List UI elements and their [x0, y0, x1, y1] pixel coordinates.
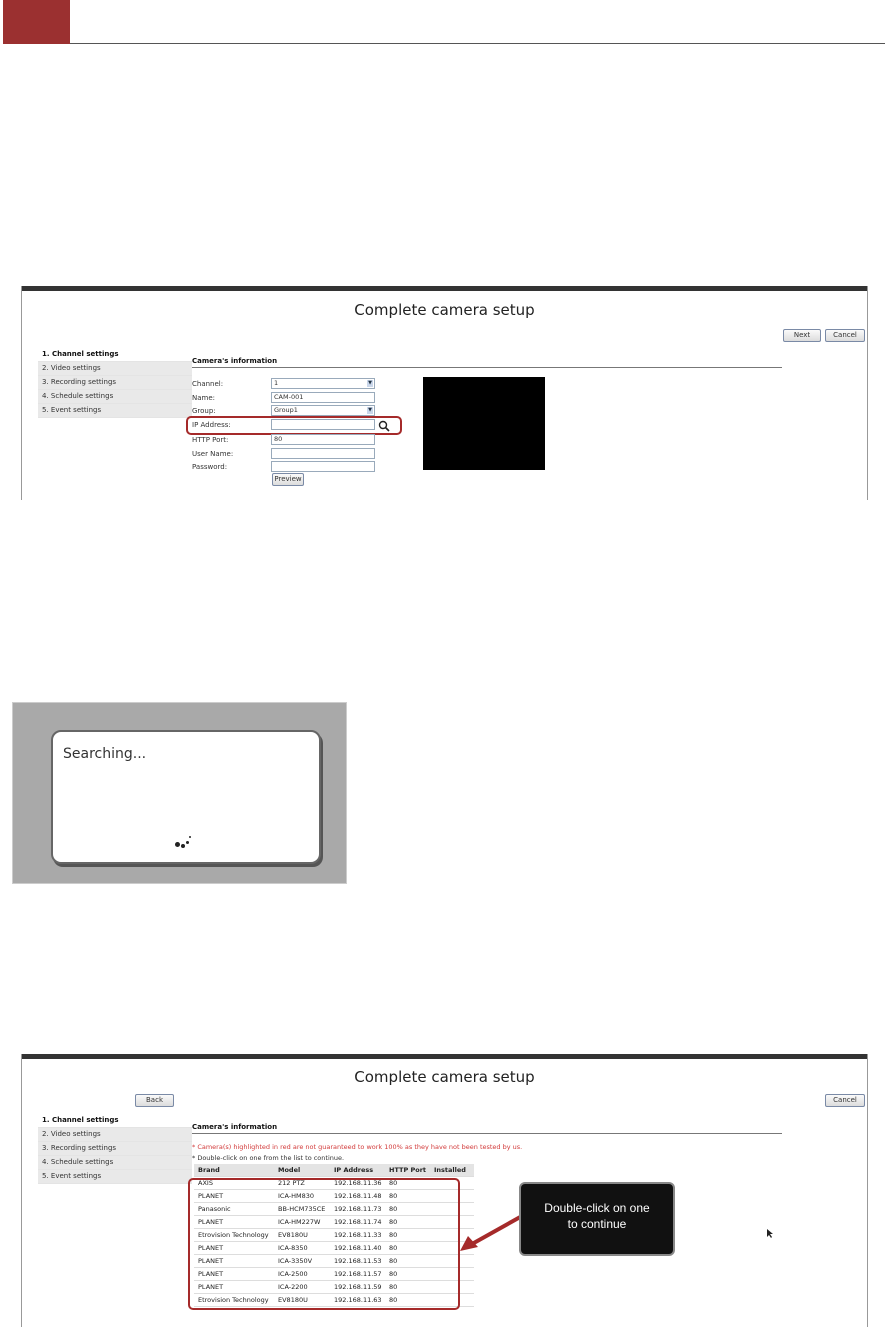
window-topbar — [22, 1054, 867, 1059]
cell-model: ICA-2500 — [278, 1270, 308, 1278]
sidebar-item-channel[interactable]: 1. Channel settings — [38, 348, 192, 362]
ip-address-label: IP Address: — [192, 421, 231, 429]
cell-http-port: 80 — [389, 1270, 398, 1278]
cell-ip-address: 192.168.11.73 — [334, 1205, 382, 1213]
sidebar-item-event[interactable]: 5. Event settings — [38, 1170, 192, 1184]
cell-ip-address: 192.168.11.57 — [334, 1270, 382, 1278]
callout-line-1: Double-click on one — [544, 1201, 650, 1215]
searching-text: Searching... — [63, 746, 147, 762]
cell-brand: Etrovision Technology — [198, 1296, 269, 1304]
cell-http-port: 80 — [389, 1179, 398, 1187]
page-header-rule — [70, 43, 885, 44]
pointer-arrow — [458, 1214, 524, 1254]
cell-brand: PLANET — [198, 1218, 224, 1226]
col-http-port: HTTP Port — [389, 1166, 427, 1174]
cell-model: ICA-8350 — [278, 1244, 308, 1252]
channel-value: 1 — [274, 379, 279, 387]
col-model: Model — [278, 1166, 301, 1174]
instruction-text: * Double-click on one from the list to continue. — [192, 1154, 345, 1162]
password-label: Password: — [192, 463, 228, 471]
col-brand: Brand — [198, 1166, 220, 1174]
section-rule — [192, 1133, 782, 1134]
instruction-callout — [519, 1182, 675, 1256]
camera-setup-screen-1 — [21, 286, 868, 500]
sidebar-item-recording[interactable]: 3. Recording settings — [38, 1142, 192, 1156]
next-button[interactable]: Next — [783, 329, 821, 342]
video-preview — [423, 377, 545, 470]
cell-model: EV8180U — [278, 1296, 308, 1304]
group-label: Group: — [192, 407, 216, 415]
cell-ip-address: 192.168.11.33 — [334, 1231, 382, 1239]
name-field[interactable]: CAM-001 — [271, 392, 375, 403]
cell-brand: Etrovision Technology — [198, 1231, 269, 1239]
page-title: Complete camera setup — [354, 301, 535, 319]
cell-brand: PLANET — [198, 1270, 224, 1278]
cell-ip-address: 192.168.11.74 — [334, 1218, 382, 1226]
channel-label: Channel: — [192, 380, 224, 388]
col-ip-address: IP Address — [334, 1166, 374, 1174]
cell-http-port: 80 — [389, 1296, 398, 1304]
user-name-label: User Name: — [192, 450, 234, 458]
cell-model: EV8180U — [278, 1231, 308, 1239]
ip-address-field[interactable] — [271, 419, 375, 430]
col-installed: Installed — [434, 1166, 466, 1174]
cell-http-port: 80 — [389, 1218, 398, 1226]
table-header — [194, 1164, 474, 1177]
group-select[interactable] — [271, 405, 375, 416]
settings-sidebar — [38, 1114, 192, 1184]
mouse-cursor-icon — [767, 1229, 774, 1238]
camera-list-highlight — [188, 1178, 460, 1310]
cell-brand: PLANET — [198, 1244, 224, 1252]
cell-model: ICA-HM830 — [278, 1192, 315, 1200]
cell-ip-address: 192.168.11.40 — [334, 1244, 382, 1252]
cancel-button[interactable]: Cancel — [825, 1094, 865, 1107]
sidebar-item-video[interactable]: 2. Video settings — [38, 1128, 192, 1142]
user-name-field[interactable] — [271, 448, 375, 459]
cell-model: BB-HCM735CE — [278, 1205, 326, 1213]
back-button[interactable]: Back — [135, 1094, 174, 1107]
sidebar-item-recording[interactable]: 3. Recording settings — [38, 376, 192, 390]
section-rule — [192, 367, 782, 368]
sidebar-item-event[interactable]: 5. Event settings — [38, 404, 192, 418]
cell-ip-address: 192.168.11.48 — [334, 1192, 382, 1200]
chevron-down-icon: ▼ — [368, 380, 372, 386]
cell-http-port: 80 — [389, 1244, 398, 1252]
cell-model: ICA-2200 — [278, 1283, 308, 1291]
sidebar-item-channel[interactable]: 1. Channel settings — [38, 1114, 192, 1128]
name-label: Name: — [192, 394, 216, 402]
cell-brand: PLANET — [198, 1283, 224, 1291]
untested-warning: * Camera(s) highlighted in red are not guaranteed to work 100% as they have not been tested by us. — [192, 1143, 523, 1151]
cell-brand: AXIS — [198, 1179, 213, 1187]
chevron-down-icon: ▼ — [368, 407, 372, 413]
cell-http-port: 80 — [389, 1231, 398, 1239]
cell-model: 212 PTZ — [278, 1179, 305, 1187]
cell-brand: PLANET — [198, 1192, 224, 1200]
searching-dialog — [51, 730, 321, 864]
cell-brand: Panasonic — [198, 1205, 231, 1213]
section-title: Camera's information — [192, 1123, 278, 1131]
camera-setup-screen-2 — [21, 1054, 868, 1327]
cell-model: ICA-HM227W — [278, 1218, 321, 1226]
http-port-field[interactable]: 80 — [271, 434, 375, 445]
loading-dots-icon — [175, 836, 197, 852]
page-header-tab — [3, 0, 70, 44]
sidebar-item-schedule[interactable]: 4. Schedule settings — [38, 1156, 192, 1170]
window-topbar — [22, 286, 867, 291]
http-port-label: HTTP Port: — [192, 436, 229, 444]
cell-brand: PLANET — [198, 1257, 224, 1265]
cell-ip-address: 192.168.11.59 — [334, 1283, 382, 1291]
cell-ip-address: 192.168.11.63 — [334, 1296, 382, 1304]
cell-http-port: 80 — [389, 1205, 398, 1213]
sidebar-item-video[interactable]: 2. Video settings — [38, 362, 192, 376]
cell-ip-address: 192.168.11.36 — [334, 1179, 382, 1187]
cancel-button[interactable]: Cancel — [825, 329, 865, 342]
preview-button[interactable]: Preview — [272, 473, 304, 486]
cell-ip-address: 192.168.11.53 — [334, 1257, 382, 1265]
callout-line-2: to continue — [567, 1217, 627, 1231]
cell-http-port: 80 — [389, 1283, 398, 1291]
page-title: Complete camera setup — [354, 1068, 535, 1086]
section-title: Camera's information — [192, 357, 278, 365]
searching-dialog-screenshot — [12, 702, 347, 884]
cell-http-port: 80 — [389, 1257, 398, 1265]
group-value: Group1 — [274, 406, 298, 414]
channel-select[interactable] — [271, 378, 375, 389]
cell-model: ICA-3350V — [278, 1257, 313, 1265]
sidebar-item-schedule[interactable]: 4. Schedule settings — [38, 390, 192, 404]
settings-sidebar — [38, 348, 192, 418]
cell-http-port: 80 — [389, 1192, 398, 1200]
magnifier-icon[interactable] — [378, 417, 390, 436]
password-field[interactable] — [271, 461, 375, 472]
